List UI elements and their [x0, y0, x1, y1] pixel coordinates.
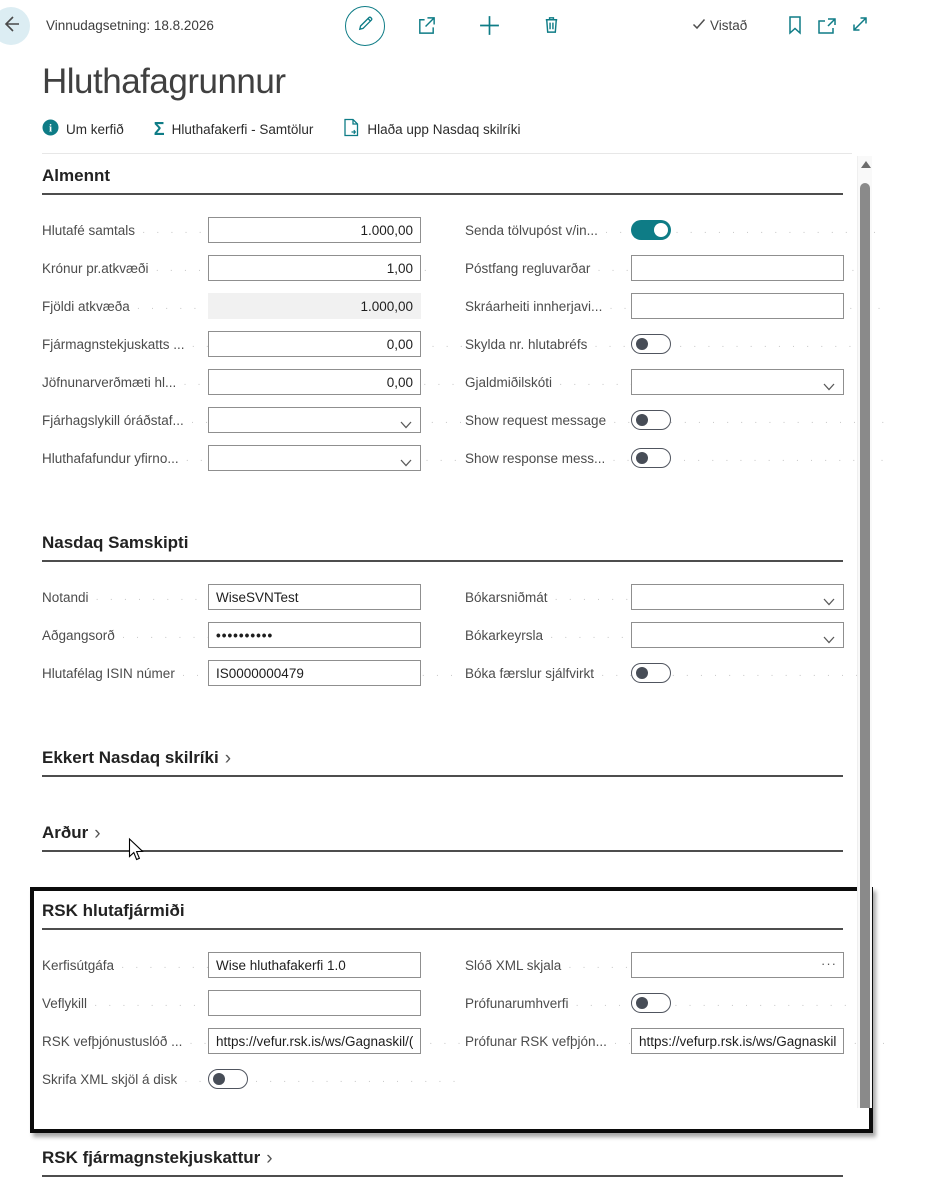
field-fjarmagnstekjuskatts [42, 331, 421, 357]
hluthafafundur-input[interactable] [208, 445, 421, 471]
edit-button[interactable] [345, 6, 385, 46]
delete-button[interactable] [541, 14, 562, 40]
almennt-right-column [465, 217, 844, 483]
field-label: Show response mess... · · · [465, 451, 631, 466]
field-label: Bókarkeyrsla · · · [465, 628, 631, 643]
action-hlada-upp-nasdaq-skilriki[interactable] [343, 118, 520, 140]
chevron-right-icon: › [94, 822, 101, 844]
field-jofnunarverdmaeti [42, 369, 421, 395]
field-label: Bóka færslur sjálfvirkt · · · [465, 666, 631, 681]
field-label: Hlutafélag ISIN númer · · · [42, 666, 208, 681]
fjarmagnstekjuskatts-input[interactable] [208, 331, 421, 357]
veflykill-input[interactable] [208, 990, 421, 1016]
field-label: Slóð XML skjala · · · [465, 958, 631, 973]
vertical-scrollbar[interactable] [857, 156, 872, 1108]
field-profunarumhverfi [465, 990, 844, 1016]
field-label: Hlutafé samtals · · · [42, 223, 208, 238]
section-nasdaq-title: Nasdaq Samskipti [42, 533, 843, 562]
field-label: Skrifa XML skjöl á disk · · · [42, 1072, 208, 1087]
bokarsnidmat-input[interactable] [631, 584, 844, 610]
field-label: Senda tölvupóst v/in... · · · [465, 223, 631, 238]
field-label: Krónur pr.atkvæði · · · [42, 261, 208, 276]
top-bar [0, 0, 925, 52]
svg-text:i: i [48, 122, 53, 135]
toggle-knob [636, 338, 648, 350]
bokarkeyrsla-dropdown[interactable] [631, 622, 844, 648]
field-senda-tolvupost [465, 217, 844, 243]
bokarkeyrsla-input[interactable] [631, 622, 844, 648]
expand-icon [850, 14, 870, 39]
chevron-right-icon: › [266, 1147, 273, 1169]
action-bar [42, 118, 852, 154]
field-skraarheiti-innherjavi [465, 293, 844, 319]
field-label: Show request message · · · [465, 413, 631, 428]
field-label: Póstfang regluvarðar · · · [465, 261, 631, 276]
page-content [42, 166, 843, 1177]
section-title: RSK fjármagnstekjuskattur [42, 1148, 261, 1167]
field-fjoldi-atkvaeda [42, 293, 421, 319]
field-label: Skylda nr. hlutabréfs · · · [465, 337, 631, 352]
assist-edit-button[interactable]: ··· [821, 956, 837, 971]
popout-icon [817, 17, 837, 40]
field-label: Veflykill · · · [42, 996, 208, 1011]
back-arrow-icon [1, 14, 21, 39]
check-icon [692, 17, 706, 34]
profunarumhverfi-toggle[interactable] [631, 993, 671, 1013]
bookmark-icon [786, 15, 804, 40]
work-date-label: Vinnudagsetning: 18.8.2026 [46, 18, 214, 33]
field-hluthafafundur [42, 445, 421, 471]
fjoldi-atkvaeda-readonly [208, 293, 421, 319]
slod-xml-skjala-input[interactable] [631, 952, 844, 978]
section-ekkert-nasdaq-header[interactable] [42, 748, 843, 777]
field-hlutafe-samtals [42, 217, 421, 243]
section-almennt-title: Almennt [42, 166, 843, 195]
field-label: Hluthafafundur yfirno... · · · [42, 451, 208, 466]
nasdaq-right-column [465, 584, 844, 698]
rsk-vefthjonustuslod-input[interactable] [208, 1028, 421, 1054]
toggle-knob [213, 1073, 225, 1085]
rsk-right-column [465, 952, 844, 1104]
field-label: Fjárhagslykill óráðstaf... · · · [42, 413, 208, 428]
action-label: Hluthafakerfi - Samtölur [171, 121, 314, 137]
show-request-message-toggle[interactable] [631, 410, 671, 430]
section-title: Arður [42, 823, 89, 842]
kronur-pr-atkvaedi-input[interactable] [208, 255, 421, 281]
toggle-knob [654, 223, 668, 237]
field-label: Fjöldi atkvæða · · · [42, 299, 208, 314]
skrifa-xml-skjol-toggle[interactable] [208, 1069, 248, 1089]
senda-tolvupost-toggle[interactable] [631, 220, 671, 240]
field-slod-xml-skjala [465, 952, 844, 978]
fullscreen-button[interactable] [850, 14, 870, 39]
field-gjaldmidilskoti [465, 369, 844, 395]
notandi-input[interactable] [208, 584, 421, 610]
section-title: Ekkert Nasdaq skilríki [42, 748, 219, 767]
toggle-knob [636, 997, 648, 1009]
slod-xml-skjala-field [631, 952, 844, 978]
section-ekkert-nasdaq [42, 748, 843, 777]
field-boka-faerslur-sjalfvirkt [465, 660, 844, 686]
skylda-nr-hlutabrefs-toggle[interactable] [631, 334, 671, 354]
sigma-icon: Σ [153, 119, 165, 139]
field-show-request-message [465, 407, 844, 433]
bokarsnidmat-dropdown[interactable] [631, 584, 844, 610]
saved-label: Vistað [710, 18, 748, 33]
nasdaq-left-column [42, 584, 421, 698]
back-button[interactable] [0, 7, 30, 45]
field-notandi [42, 584, 421, 610]
field-bokarsnidmat [465, 584, 844, 610]
field-label: Bókarsniðmát · · · [465, 590, 631, 605]
field-fjarhagslykill [42, 407, 421, 433]
field-kerfisutgafa [42, 952, 421, 978]
field-label: Fjármagnstekjuskatts ... · · · [42, 337, 208, 352]
save-status [692, 17, 747, 34]
field-veflykill [42, 990, 421, 1016]
action-hluthafakerfi-samtolur[interactable] [154, 120, 314, 138]
section-rsk-fjarmagn-header[interactable] [42, 1148, 843, 1177]
gjaldmidilskoti-dropdown[interactable] [631, 369, 844, 395]
section-rsk-title: RSK hlutafjármiði [42, 901, 843, 930]
section-almennt [42, 166, 843, 483]
scrollbar-thumb[interactable] [860, 183, 870, 1108]
field-label: Notandi · · · [42, 590, 208, 605]
section-rsk-fjarmagnstekjuskattur [42, 1148, 843, 1177]
plus-icon [478, 14, 501, 42]
action-label: Um kerfið [66, 121, 124, 137]
field-label: Prófunarumhverfi · · · [465, 996, 631, 1011]
chevron-right-icon: › [224, 747, 232, 769]
show-response-message-toggle[interactable] [631, 448, 671, 468]
toggle-knob [636, 667, 648, 679]
skraarheiti-innherjavi-input[interactable] [631, 293, 844, 319]
profunar-rsk-vefthjon-input[interactable] [631, 1028, 844, 1054]
field-skylda-nr-hlutabrefs [465, 331, 844, 357]
gjaldmidilskoti-input[interactable] [631, 369, 844, 395]
field-show-response-message [465, 445, 844, 471]
adgangsord-input[interactable] [208, 622, 421, 648]
field-hlutafelag-isin [42, 660, 421, 686]
postfang-regluvardar-input[interactable] [631, 255, 844, 281]
field-label: Skráarheiti innherjavi... · · · [465, 299, 631, 314]
section-rsk-hlutafjarmidi [42, 901, 843, 1104]
field-profunar-rsk-vefthjon [465, 1028, 844, 1054]
section-ardur [42, 823, 843, 852]
action-label: Hlaða upp Nasdaq skilríki [367, 121, 521, 137]
section-ardur-header[interactable] [42, 823, 843, 852]
rsk-left-column [42, 952, 421, 1104]
bookmark-button[interactable] [786, 15, 804, 40]
info-icon [42, 119, 59, 139]
share-button[interactable] [416, 15, 437, 41]
page-title: Hluthafagrunnur [42, 62, 286, 101]
field-postfang-regluvardar [465, 255, 844, 281]
upload-file-icon [343, 118, 360, 140]
field-label: Prófunar RSK vefþjón... · · · [465, 1034, 631, 1049]
field-bokarkeyrsla [465, 622, 844, 648]
hlutafe-samtals-input[interactable] [208, 217, 421, 243]
kerfisutgafa-input[interactable] [208, 952, 421, 978]
action-um-kerfid[interactable] [42, 119, 124, 139]
field-skrifa-xml-skjol [42, 1066, 421, 1092]
hlutafelag-isin-input[interactable] [208, 660, 421, 686]
field-label: Kerfisútgáfa · · · [42, 958, 208, 973]
toggle-knob [636, 414, 648, 426]
field-label: Aðgangsorð · · · [42, 628, 208, 643]
popout-button[interactable] [817, 17, 837, 40]
section-nasdaq-samskipti [42, 533, 843, 698]
new-button[interactable] [478, 14, 501, 42]
pencil-icon [356, 14, 375, 38]
field-kronur-pr-atkvaedi [42, 255, 421, 281]
scrollbar-up-arrow[interactable] [861, 161, 871, 168]
fjarhagslykill-dropdown[interactable] [208, 407, 421, 433]
toggle-knob [636, 452, 648, 464]
field-label: RSK vefþjónustuslóð ... · · · [42, 1034, 208, 1049]
jofnunarverdmaeti-input[interactable] [208, 369, 421, 395]
almennt-left-column [42, 217, 421, 483]
boka-faerslur-sjalfvirkt-toggle[interactable] [631, 663, 671, 683]
share-icon [416, 15, 437, 41]
field-label: Gjaldmiðilskóti · · · [465, 375, 631, 390]
field-rsk-vefthjonustuslod [42, 1028, 421, 1054]
trash-icon [541, 14, 562, 40]
field-label: Jöfnunarverðmæti hl... · · · [42, 375, 208, 390]
fjarhagslykill-input[interactable] [208, 407, 421, 433]
field-adgangsord [42, 622, 421, 648]
hluthafafundur-dropdown[interactable] [208, 445, 421, 471]
